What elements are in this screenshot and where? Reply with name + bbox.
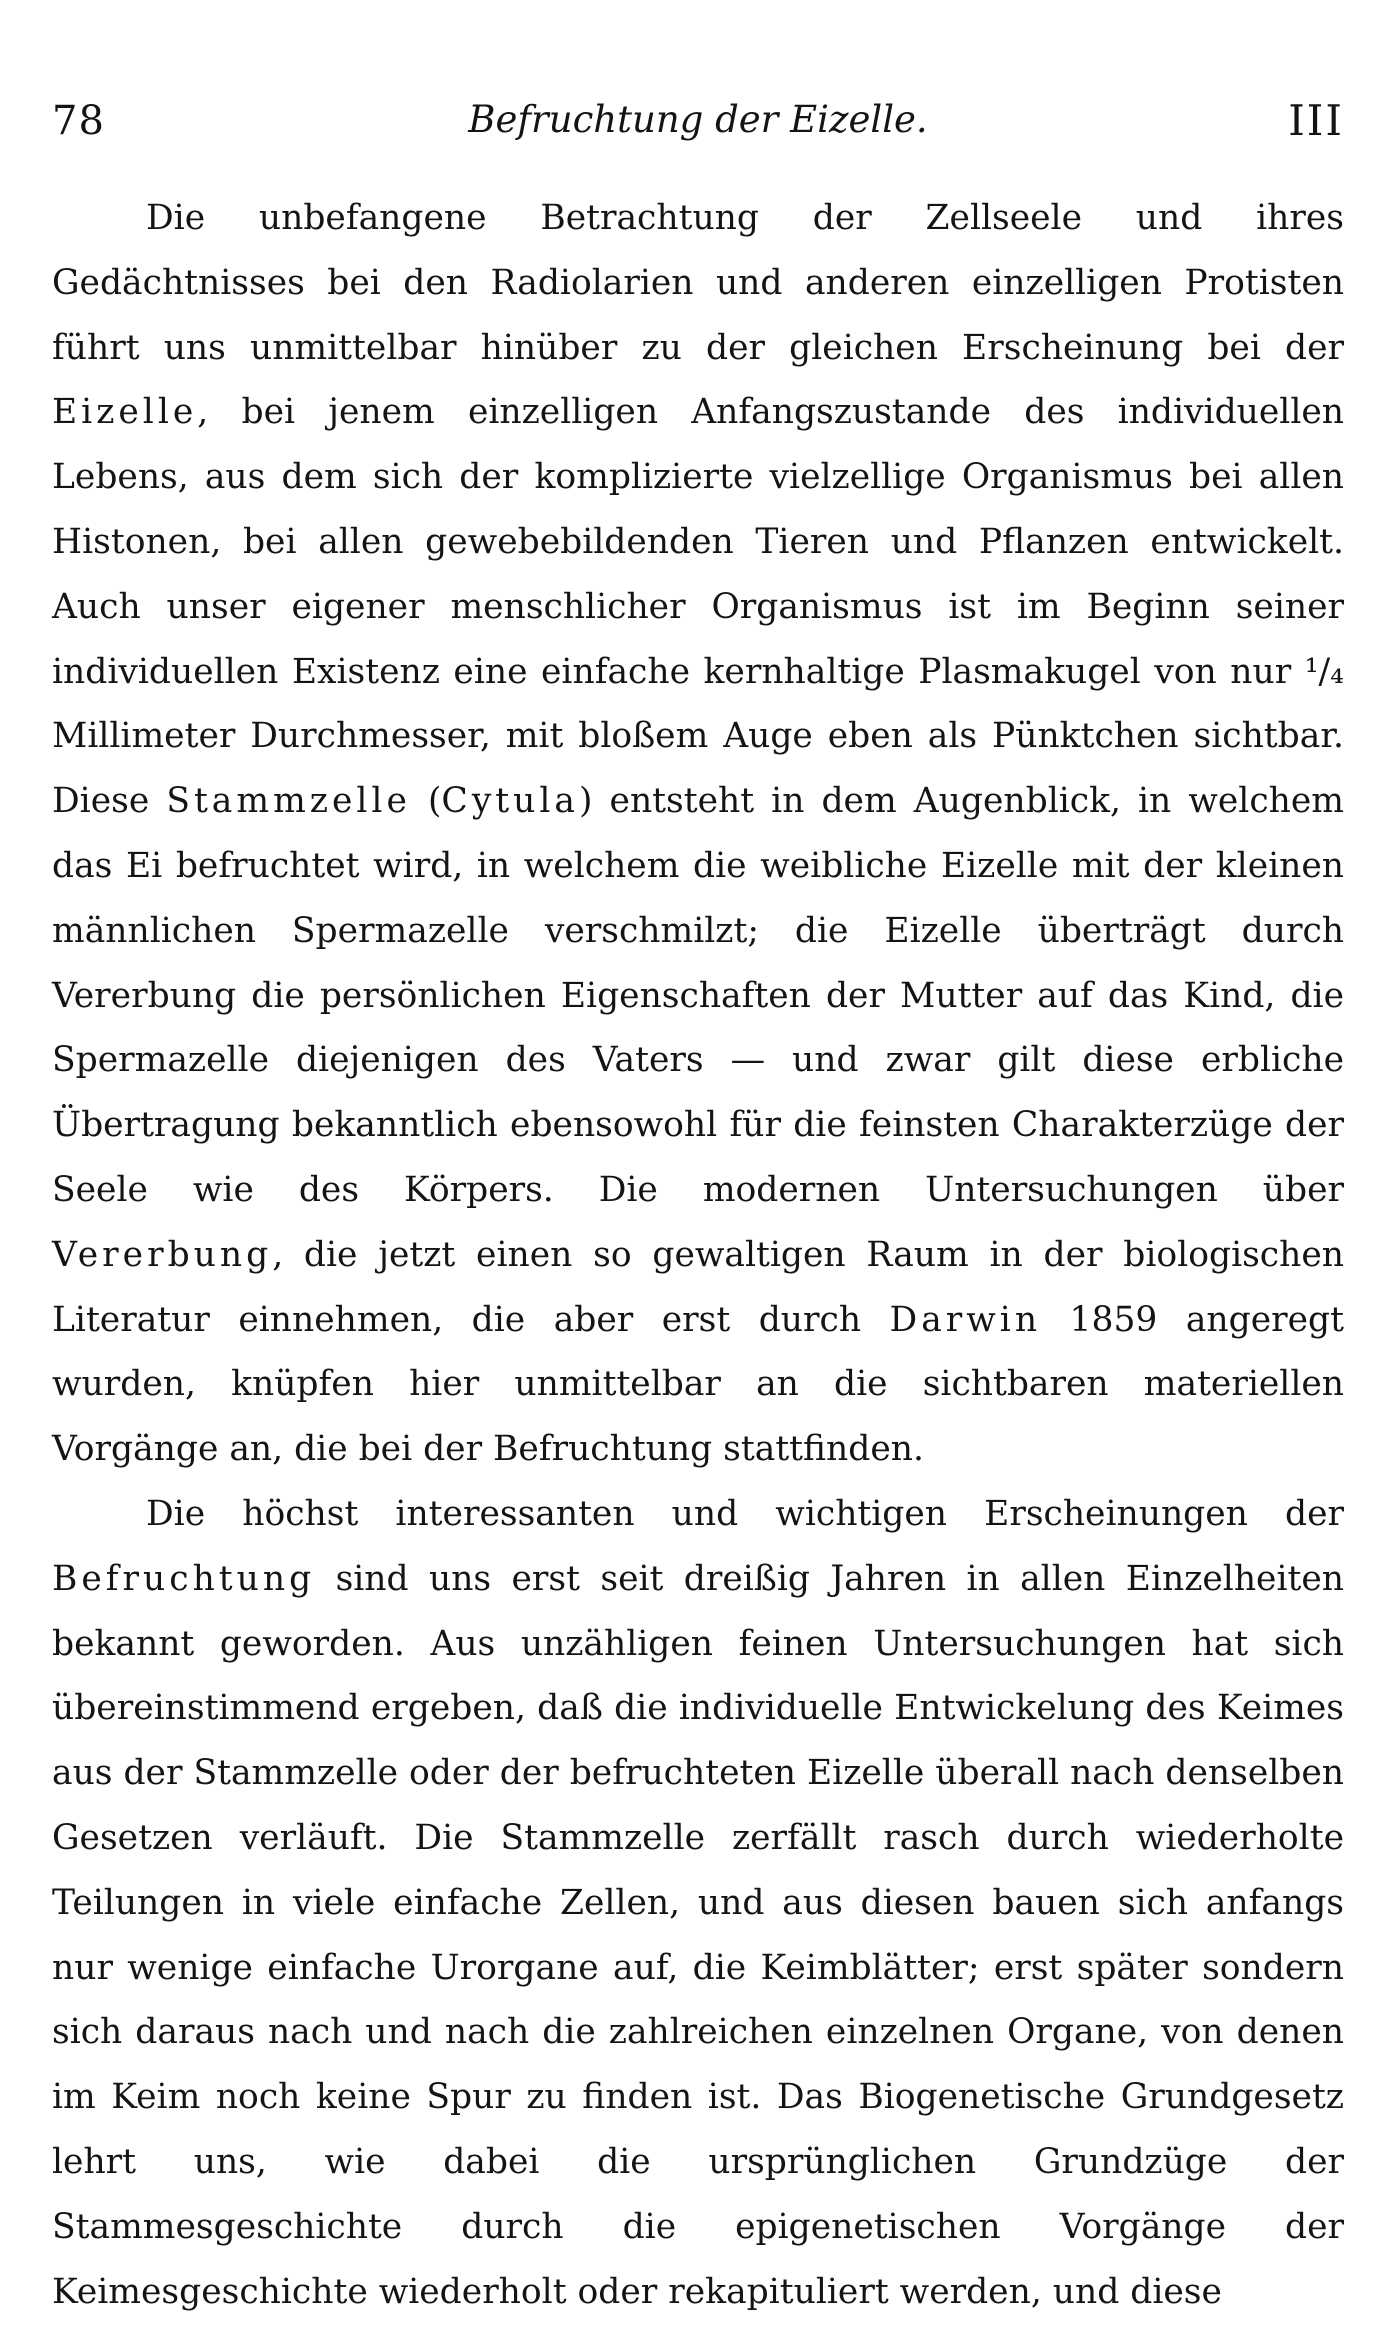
- paragraph-text: Die höchst interessanten und wichtigen Erscheinungen der: [146, 1493, 1344, 1534]
- paragraph-text: Die unbefangene Betrachtung der Zellseele und ihres Gedächtnisses bei den Radiolarien und anderen einzelligen Protisten führt uns unmittelbar hinüber zu der gleichen Erscheinung bei der: [52, 198, 1344, 368]
- paragraph-zellseele: [52, 186, 1344, 1482]
- spaced-term-vererbung: Vererbung: [52, 1234, 273, 1275]
- paragraph-text: , bei jenem einzelligen Anfangszustande des individuellen Lebens, aus dem sich der komplizierte vielzellige Organismus bei allen Histonen, bei allen gewebebildenden Tieren und Pflanzen entwickelt. Auch unser eigener menschlicher Organismus ist im Beginn seiner individuellen Existenz eine einfache kernhaltige Plasmakugel von nur ¹/₄ Millimeter Durchmesser, mit bloßem Auge eben als Pünktchen sichtbar. Diese: [52, 392, 1344, 822]
- spaced-term-cytula: Cytula: [441, 781, 579, 822]
- spaced-term-befruchtung: Befruchtung: [52, 1558, 316, 1599]
- paragraph-text: ) entsteht in dem Augenblick, in welchem das Ei befruchtet wird, in welchem die weibliche Eizelle mit der kleinen männlichen Spermazelle verschmilzt; die Eizelle überträgt durch Vererbung die persönlichen Eigenschaften der Mutter auf das Kind, die Spermazelle diejenigen des Vaters — und zwar gilt diese erbliche Übertragung bekanntlich ebensowohl für die feinsten Charakterzüge der Seele wie des Körpers. Die modernen Untersuchungen über: [52, 781, 1344, 1210]
- running-title: Befruchtung der Eizelle.: [468, 98, 928, 141]
- paragraph-text: 1859 angeregt wurden, knüpfen hier unmittelbar an die sichtbaren materiellen Vorgänge an, die bei der Befruchtung stattfinden.: [52, 1299, 1344, 1470]
- page-number: 78: [52, 98, 105, 144]
- body-text: [52, 186, 1344, 2324]
- spaced-term-stammzelle: Stammzelle: [166, 781, 411, 822]
- paragraph-text: sind uns erst seit dreißig Jahren in allen Einzelheiten bekannt geworden. Aus unzähligen feinen Untersuchungen hat sich übereinstimmend ergeben, daß die individuelle Entwickelung des Keimes aus der Stammzelle oder der befruchteten Eizelle überall nach denselben Gesetzen verläuft. Die Stammzelle zerfällt rasch durch wiederholte Teilungen in viele einfache Zellen, und aus diesen bauen sich anfangs nur wenige einfache Urorgane auf, die Keimblätter; erst später sondern sich daraus nach und nach die zahlreichen einzelnen Organe, von denen im Keim noch keine Spur zu finden ist. Das Biogenetische Grundgesetz lehrt uns, wie dabei die ursprünglichen Grundzüge der Stammesgeschichte durch die epigenetischen Vorgänge der Keimesgeschichte wiederholt oder rekapituliert werden, und diese: [52, 1558, 1344, 2312]
- running-header: [52, 92, 1344, 152]
- spaced-term-darwin: Darwin: [889, 1299, 1042, 1340]
- spaced-term-eizelle: Eizelle: [52, 392, 198, 433]
- paragraph-befruchtung: [52, 1482, 1344, 2324]
- paragraph-text: , die jetzt einen so gewaltigen Raum in der biologischen Literatur einnehmen, die aber erst durch: [52, 1234, 1344, 1340]
- paragraph-text: (: [410, 781, 442, 822]
- chapter-number: III: [1288, 96, 1344, 145]
